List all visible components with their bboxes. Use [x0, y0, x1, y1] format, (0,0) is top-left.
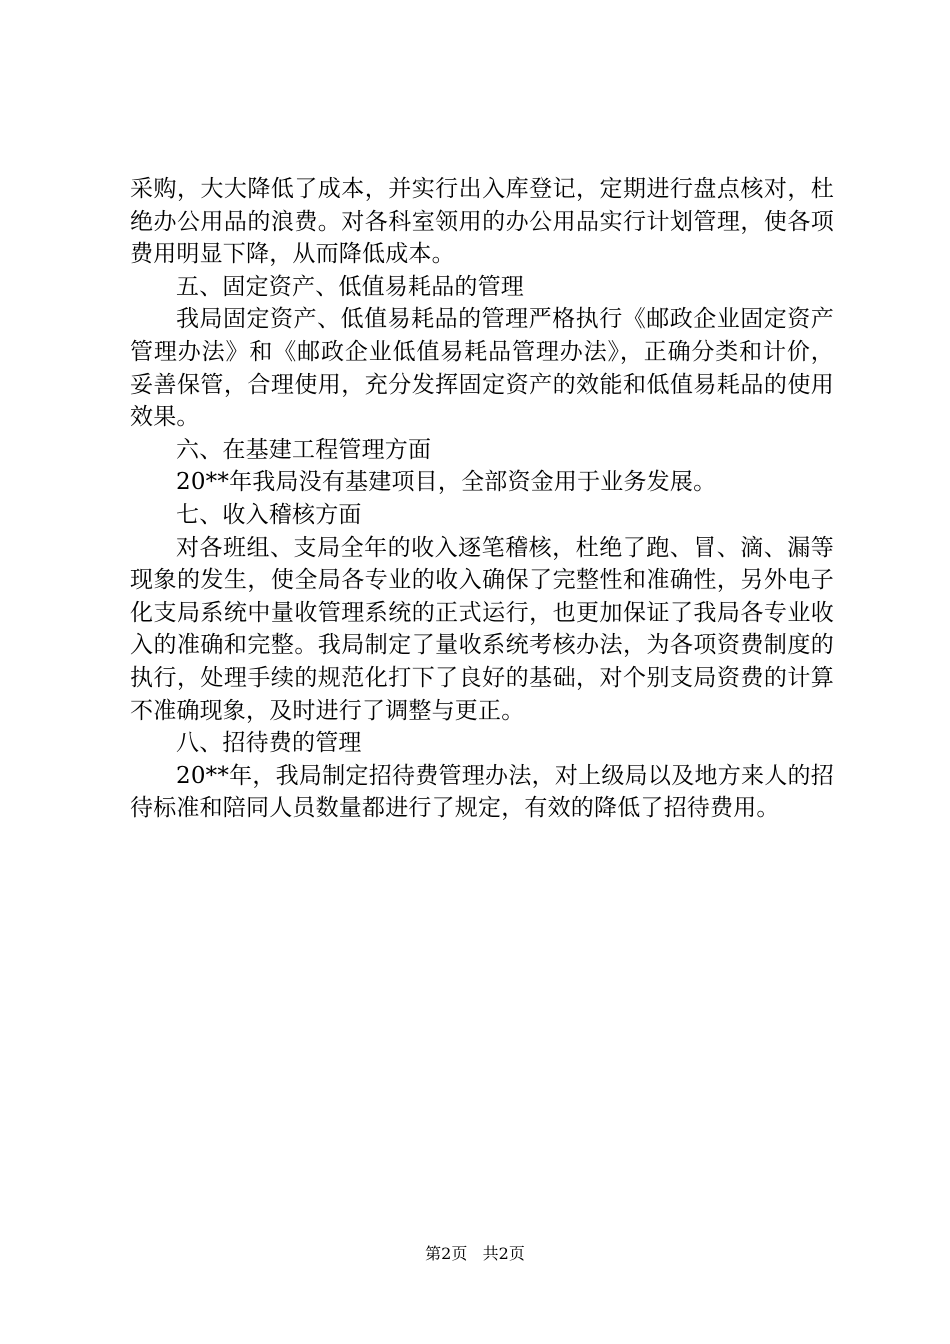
section-heading-income-audit: 七、收入稽核方面: [176, 501, 362, 528]
document-body: [130, 173, 834, 825]
section-heading-hospitality: 八、招待费的管理: [176, 730, 362, 757]
footer-spacer: [472, 1244, 477, 1263]
paragraph-fixed-assets: 我局固定资产、低值易耗品的管理严格执行《邮政企业固定资产管理办法》和《邮政企业低值易耗品管理办法》，正确分类和计价，妥善保管，合理使用，充分发挥固定资产的效能和低值易耗品的使用效果。: [130, 306, 834, 431]
page-number: 第2页: [425, 1244, 468, 1263]
section-heading-fixed-assets: 五、固定资产、低值易耗品的管理: [176, 273, 524, 300]
section-heading-construction: 六、在基建工程管理方面: [176, 436, 432, 463]
paragraph-construction: 20**年我局没有基建项目，全部资金用于业务发展。: [176, 469, 717, 496]
paragraph-continuation: 采购，大大降低了成本，并实行出入库登记，定期进行盘点核对，杜绝办公用品的浪费。对各科室领用的办公用品实行计划管理，使各项费用明显下降，从而降低成本。: [130, 176, 834, 268]
paragraph-income-audit: 对各班组、支局全年的收入逐笔稽核，杜绝了跑、冒、滴、漏等现象的发生，使全局各专业的收入确保了完整性和准确性，另外电子化支局系统中量收管理系统的正式运行，也更加保证了我局各专业收入的准确和完整。我局制定了量收系统考核办法，为各项资费制度的执行，处理手续的规范化打下了良好的基础，对个别支局资费的计算不准确现象，及时进行了调整与更正。: [130, 534, 834, 724]
paragraph-hospitality: 20**年，我局制定招待费管理办法，对上级局以及地方来人的招待标准和陪同人员数量都进行了规定，有效的降低了招待费用。: [130, 762, 834, 822]
page-footer: [0, 1244, 950, 1264]
page-total: 共2页: [482, 1244, 525, 1263]
